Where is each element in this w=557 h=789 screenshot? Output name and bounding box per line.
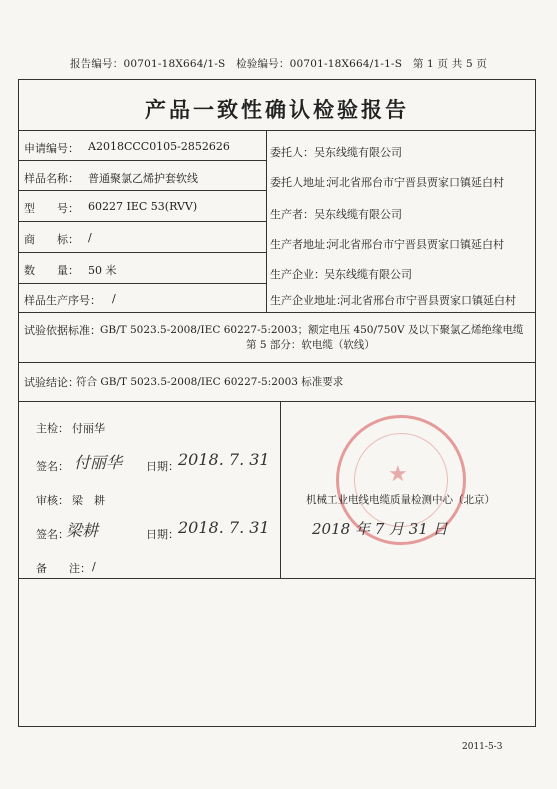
field-label: 申请编号： bbox=[24, 142, 79, 155]
remarks-value: / bbox=[92, 560, 96, 573]
client-address: 河北省邢台市宁晋县贾家口镇延白村 bbox=[328, 176, 504, 189]
page-info: 第 1 页 共 5 页 bbox=[412, 58, 488, 70]
left-row-line bbox=[18, 190, 266, 191]
inspection-number-label: 检验编号： bbox=[236, 58, 290, 70]
sample-serial: / bbox=[112, 292, 116, 305]
trademark: / bbox=[88, 231, 92, 244]
field-label: 生产企业： bbox=[270, 268, 325, 281]
basis-label: 试验依据标准： bbox=[24, 324, 101, 337]
remarks-label: 备 注： bbox=[36, 562, 91, 575]
sign-label: 签名： bbox=[36, 460, 69, 473]
inspection-number: 00701-18X664/1-1-S bbox=[289, 58, 403, 70]
inspector-label: 主检： bbox=[36, 422, 69, 435]
divider-basis bbox=[18, 362, 536, 363]
issuer-name: 机械工业电线电缆质量检测中心（北京） bbox=[306, 494, 495, 506]
column-divider bbox=[266, 130, 267, 312]
client-name: 吴东线缆有限公司 bbox=[314, 146, 402, 159]
quantity: 50 米 bbox=[88, 264, 117, 277]
reviewer-label: 审核： bbox=[36, 494, 69, 507]
reviewer-name: 梁 耕 bbox=[72, 494, 105, 507]
manufacturer-address: 河北省邢台市宁晋县贾家口镇延白村 bbox=[340, 294, 516, 307]
left-row-line bbox=[18, 221, 266, 222]
field-label: 委托人： bbox=[270, 146, 314, 159]
field-label: 生产者： bbox=[270, 208, 314, 221]
report-title: 产品一致性确认检验报告 bbox=[145, 97, 409, 122]
divider-conclusion bbox=[18, 401, 536, 402]
application-number: A2018CCC0105-2852626 bbox=[88, 140, 230, 153]
field-label: 商 标： bbox=[24, 233, 79, 246]
report-number: 00701-18X664/1-S bbox=[123, 58, 226, 70]
field-label: 样品生产序号： bbox=[24, 294, 101, 307]
left-row-line bbox=[18, 160, 266, 161]
field-label: 生产企业地址： bbox=[270, 294, 347, 307]
inspector-signature: 付丽华 bbox=[74, 453, 123, 472]
report-number-label: 报告编号： bbox=[69, 58, 124, 70]
field-label: 数 量： bbox=[24, 264, 79, 277]
field-label: 型 号： bbox=[24, 202, 79, 215]
issuer-date: 2018 年 7 月 31 日 bbox=[312, 520, 448, 538]
divider-fields bbox=[18, 312, 536, 313]
basis-standard-part: 第 5 部分：软电缆（软线） bbox=[246, 339, 375, 351]
divider-title bbox=[18, 130, 536, 131]
form-version-date: 2011-5-3 bbox=[462, 742, 503, 752]
field-label: 委托人地址： bbox=[270, 176, 336, 189]
sample-name: 普通聚氯乙烯护套软线 bbox=[88, 172, 198, 185]
conclusion-value: 符合 GB/T 5023.5-2008/IEC 60227-5:2003 标准要求 bbox=[76, 376, 344, 388]
inspector-name: 付丽华 bbox=[72, 422, 105, 435]
reviewer-date: 2018. 7. 31 bbox=[178, 518, 270, 537]
approval-divider bbox=[280, 401, 281, 578]
model-number: 60227 IEC 53(RVV) bbox=[88, 200, 198, 213]
inspector-date: 2018. 7. 31 bbox=[178, 450, 270, 469]
divider-approvals bbox=[18, 578, 536, 579]
producer-address: 河北省邢台市宁晋县贾家口镇延白村 bbox=[328, 238, 504, 251]
field-label: 样品名称： bbox=[24, 172, 79, 185]
sign-label: 签名： bbox=[36, 528, 69, 541]
basis-standard: GB/T 5023.5-2008/IEC 60227-5:2003；额定电压 450/750V 及以下聚氯乙烯绝缘电缆 bbox=[100, 324, 524, 336]
conclusion-label: 试验结论： bbox=[24, 376, 79, 389]
report-header bbox=[0, 56, 557, 71]
manufacturer-name: 吴东线缆有限公司 bbox=[324, 268, 412, 281]
reviewer-signature: 梁耕 bbox=[66, 521, 99, 540]
field-label: 生产者地址： bbox=[270, 238, 336, 251]
date-label: 日期： bbox=[146, 460, 179, 473]
left-row-line bbox=[18, 283, 266, 284]
left-row-line bbox=[18, 252, 266, 253]
date-label: 日期： bbox=[146, 528, 179, 541]
producer-name: 吴东线缆有限公司 bbox=[314, 208, 402, 221]
seal-star-icon: ★ bbox=[388, 462, 408, 487]
